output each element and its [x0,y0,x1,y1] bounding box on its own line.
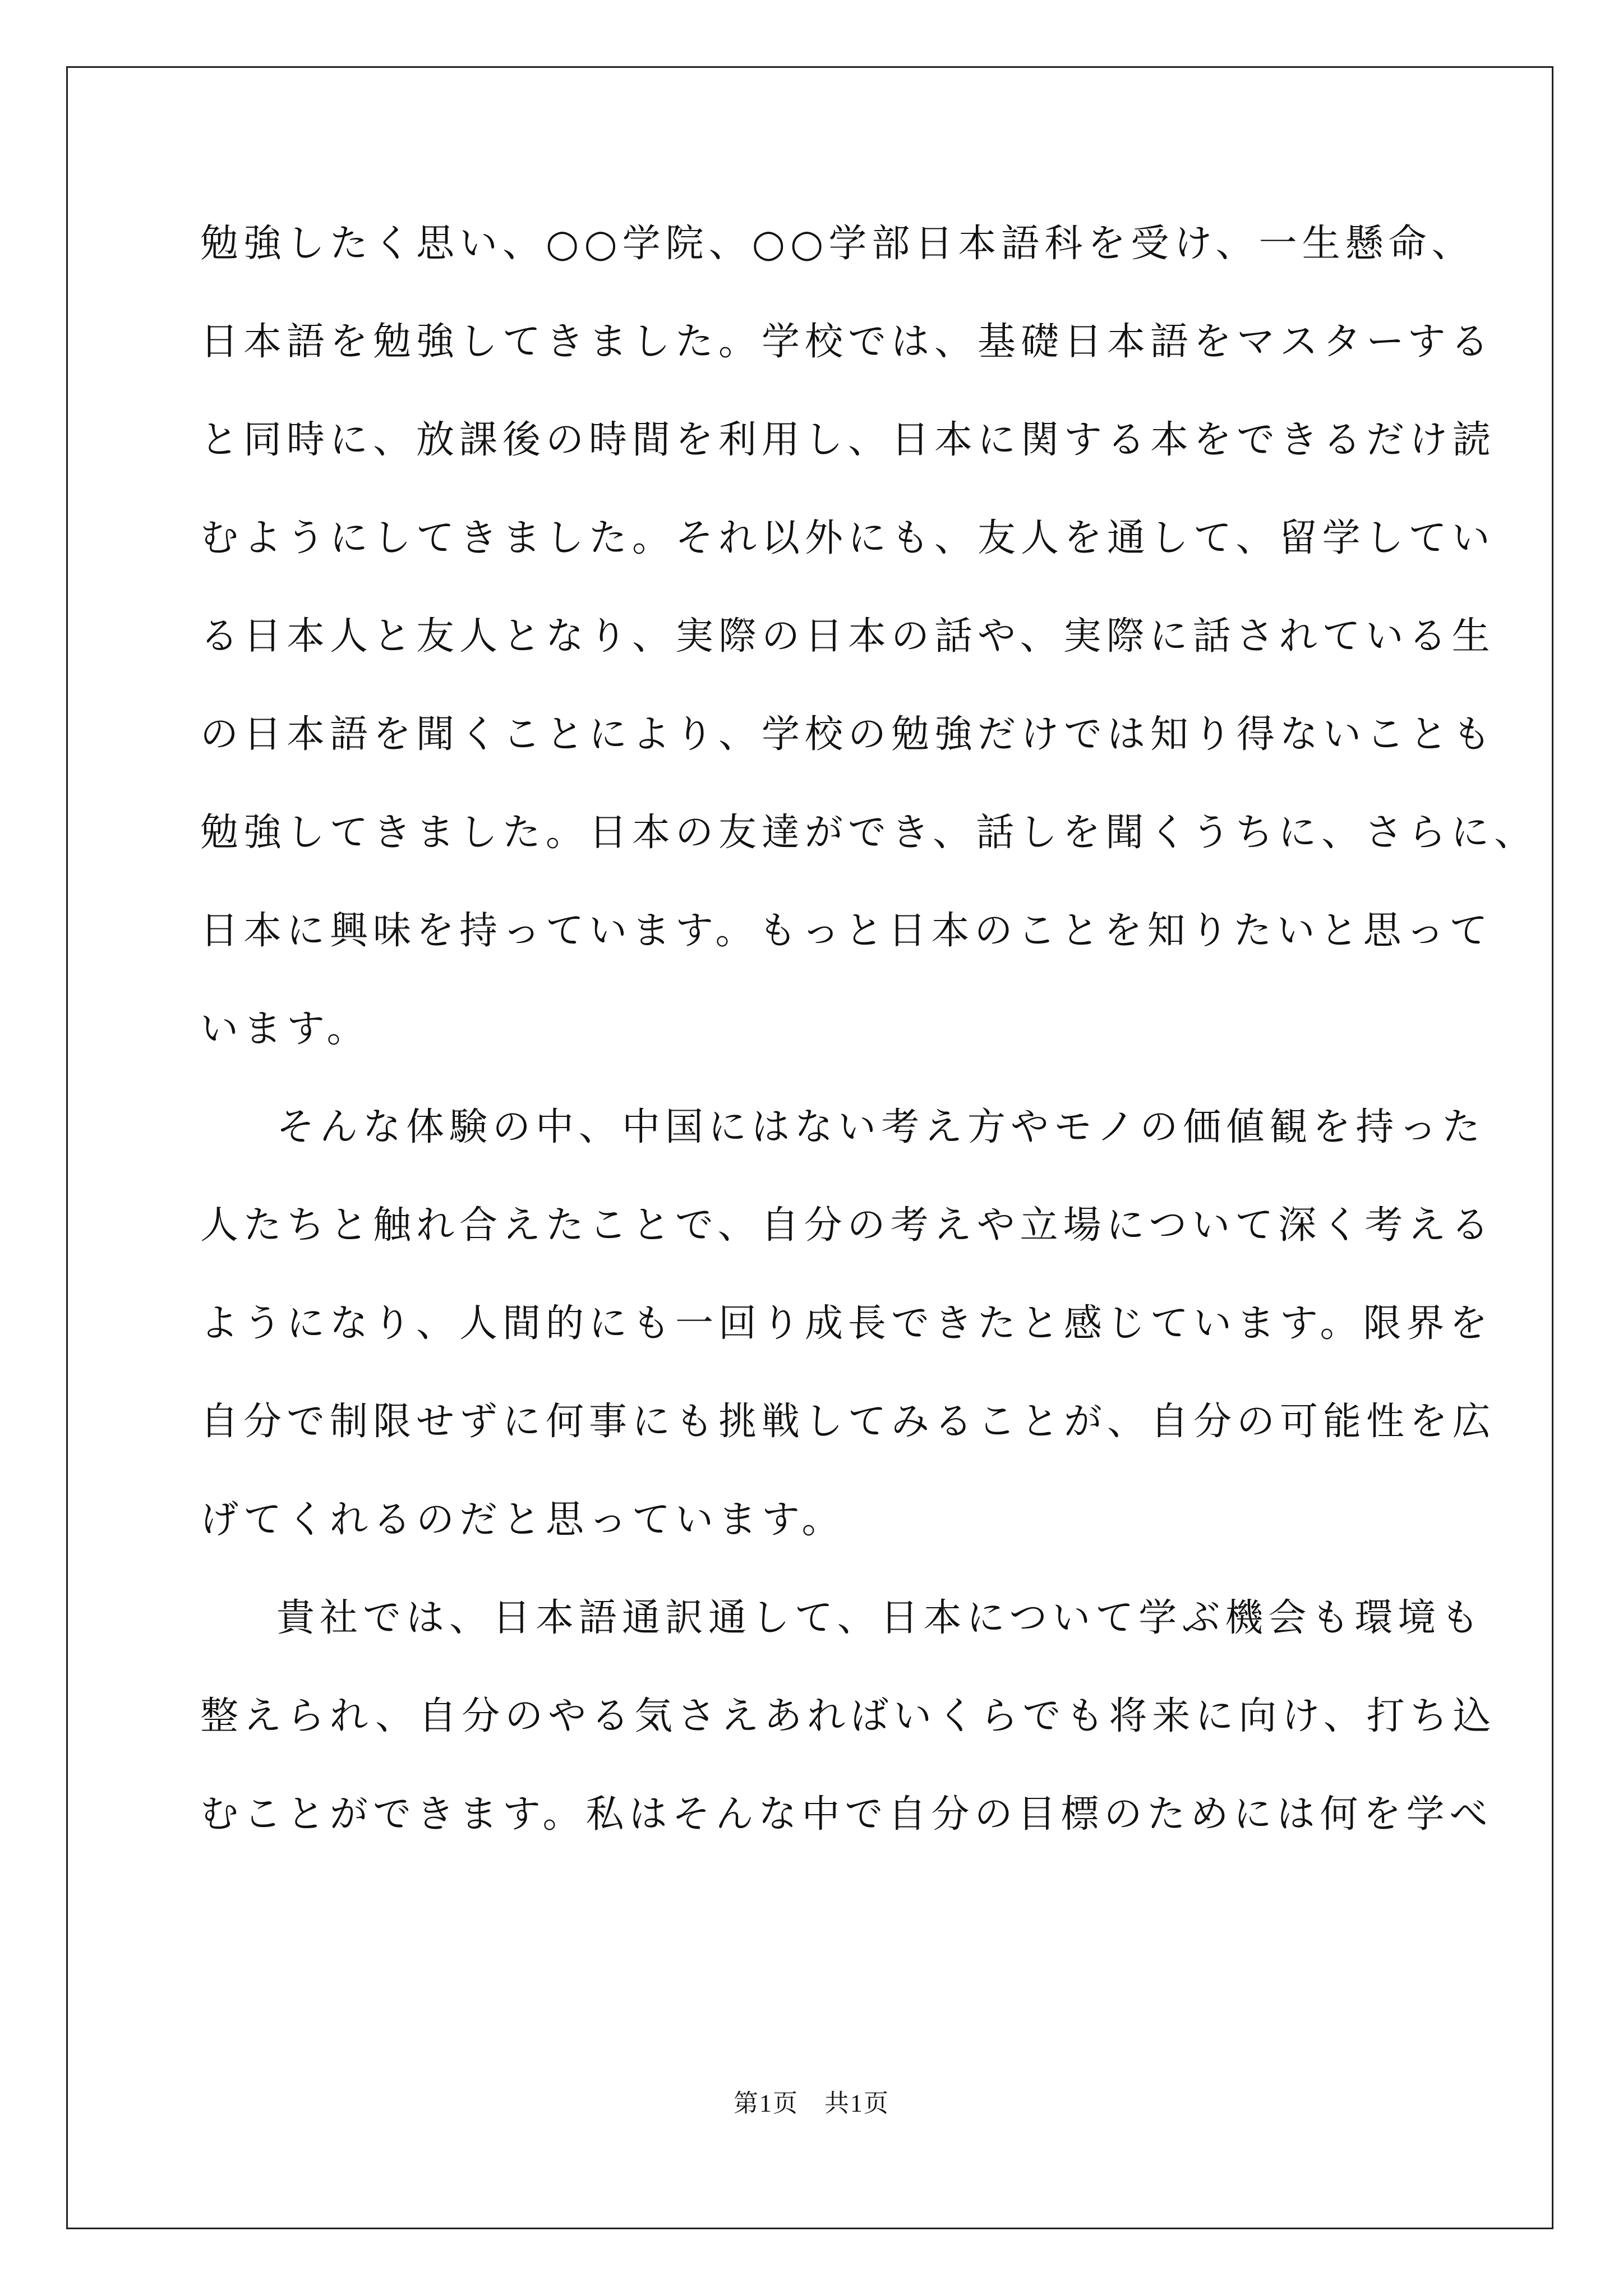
document-body [200,214,1538,1883]
text-line: 自分で制限せずに何事にも挑戦してみることが、自分の可能性を広 [200,1400,1496,1444]
paragraph-start-line: そんな体験の中、中国にはない考え方やモノの価値観を持った [276,1105,1486,1149]
text-line: ようになり、人間的にも一回り成長できたと感じています。限界を [200,1301,1493,1346]
text-line: むようにしてきました。それ以外にも、友人を通して、留学してい [200,516,1495,560]
text-line: げてくれるのだと思っています。 [200,1498,845,1542]
text-line: 勉強してきました。日本の友達ができ、話しを聞くうちに、さらに、 [200,811,1538,855]
text-line: 日本に興味を持っています。もっと日本のことを知りたいと思って [200,909,1493,953]
text-line: と同時に、放課後の時間を利用し、日本に関する本をできるだけ読 [200,418,1496,462]
text-line: 日本語を勉強してきました。学校では、基礎日本語をマスターする [200,320,1494,364]
text-line: 勉強したく思い、○○学院、○○学部日本語科を受け、一生懸命、 [200,222,1475,266]
page-number-footer: 第1页 共1页 [734,2090,889,2117]
paragraph-start-line: 貴社では、日本語通訳通して、日本について学ぶ機会も環境も [276,1596,1484,1640]
text-line: の日本語を聞くことにより、学校の勉強だけでは知り得ないことも [200,712,1496,757]
text-line: 人たちと触れ合えたことで、自分の考えや立場について深く考える [200,1203,1495,1248]
text-line: 整えられ、自分のやる気さえあればいくらでも将来に向け、打ち込 [200,1694,1496,1738]
text-line: むことができます。私はそんな中で自分の目標のためには何を学べ [200,1792,1493,1837]
text-line: います。 [200,1007,370,1051]
text-line: る日本人と友人となり、実際の日本の話や、実際に話されている生 [200,614,1495,659]
